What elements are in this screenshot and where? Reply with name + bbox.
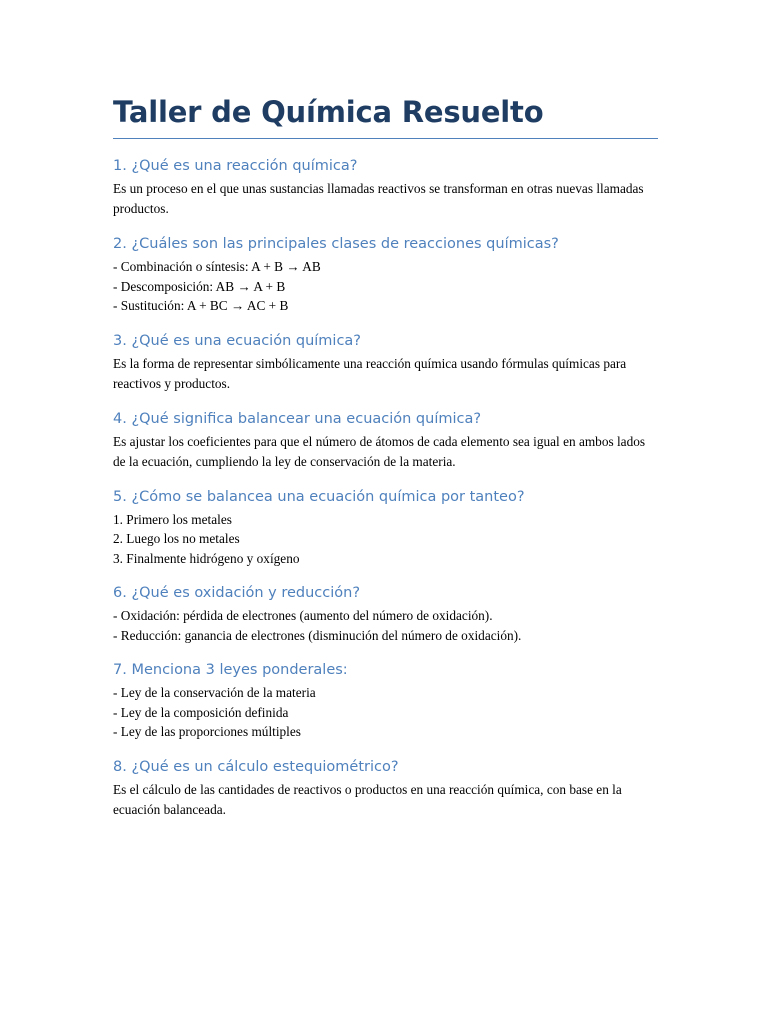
answer-line: - Oxidación: pérdida de electrones (aumento del número de oxidación).: [113, 608, 493, 623]
question-heading: 3. ¿Qué es una ecuación química?: [113, 332, 362, 349]
question-heading: 4. ¿Qué significa balancear una ecuación química?: [113, 410, 482, 427]
question-heading: 6. ¿Qué es oxidación y reducción?: [113, 585, 361, 601]
answer-paragraph: Es la forma de representar simbólicamente una reacción química usando fórmulas químicas para reactivos y productos.: [113, 355, 627, 391]
question-heading: 1. ¿Qué es una reacción química?: [113, 158, 358, 174]
answer-line: 3. Finalmente hidrógeno y oxígeno: [113, 550, 300, 566]
answer-line: - Reducción: ganancia de electrones (disminución del número de oxidación).: [113, 627, 522, 643]
section-6: [113, 582, 658, 645]
section-3: [113, 330, 658, 394]
answer-line: - Descomposición: AB → A + B: [113, 278, 286, 294]
answer-line: - Sustitución: A + BC → AC + B: [113, 298, 289, 313]
question-heading: 8. ¿Qué es un cálculo estequiométrico?: [113, 758, 399, 775]
answer-paragraph: Es ajustar los coeficientes para que el número de átomos de cada elemento sea igual en ambos lados de la ecuación, cumpliendo la ley de conservación de la materia.: [113, 433, 646, 469]
answer-paragraph: Es el cálculo de las cantidades de reactivos o productos en una reacción química, con base en la ecuación balanceada.: [113, 781, 622, 817]
answer-line: - Ley de la composición definida: [113, 704, 289, 720]
answer-line: - Ley de la conservación de la materia: [113, 685, 316, 700]
question-heading: 5. ¿Cómo se balancea una ecuación química por tanteo?: [113, 488, 525, 505]
section-2: [113, 233, 658, 316]
answer-paragraph: Es un proceso en el que unas sustancias llamadas reactivos se transforman en otras nuevas llamadas productos.: [113, 181, 644, 216]
answer-line: - Combinación o síntesis: A + B → AB: [113, 259, 321, 274]
question-heading: 2. ¿Cuáles son las principales clases de reacciones químicas?: [113, 236, 559, 252]
question-heading: 7. Menciona 3 leyes ponderales:: [113, 662, 348, 678]
section-7: [113, 659, 658, 742]
answer-line: 1. Primero los metales: [113, 511, 232, 527]
section-1: [113, 155, 658, 219]
answer-line: 2. Luego los no metales: [113, 531, 240, 546]
section-4: [113, 408, 658, 472]
document-page: [113, 92, 658, 820]
section-8: [113, 756, 658, 820]
answer-line: - Ley de las proporciones múltiples: [113, 724, 301, 739]
document-title: Taller de Química Resuelto: [113, 92, 658, 139]
section-5: [113, 486, 658, 569]
